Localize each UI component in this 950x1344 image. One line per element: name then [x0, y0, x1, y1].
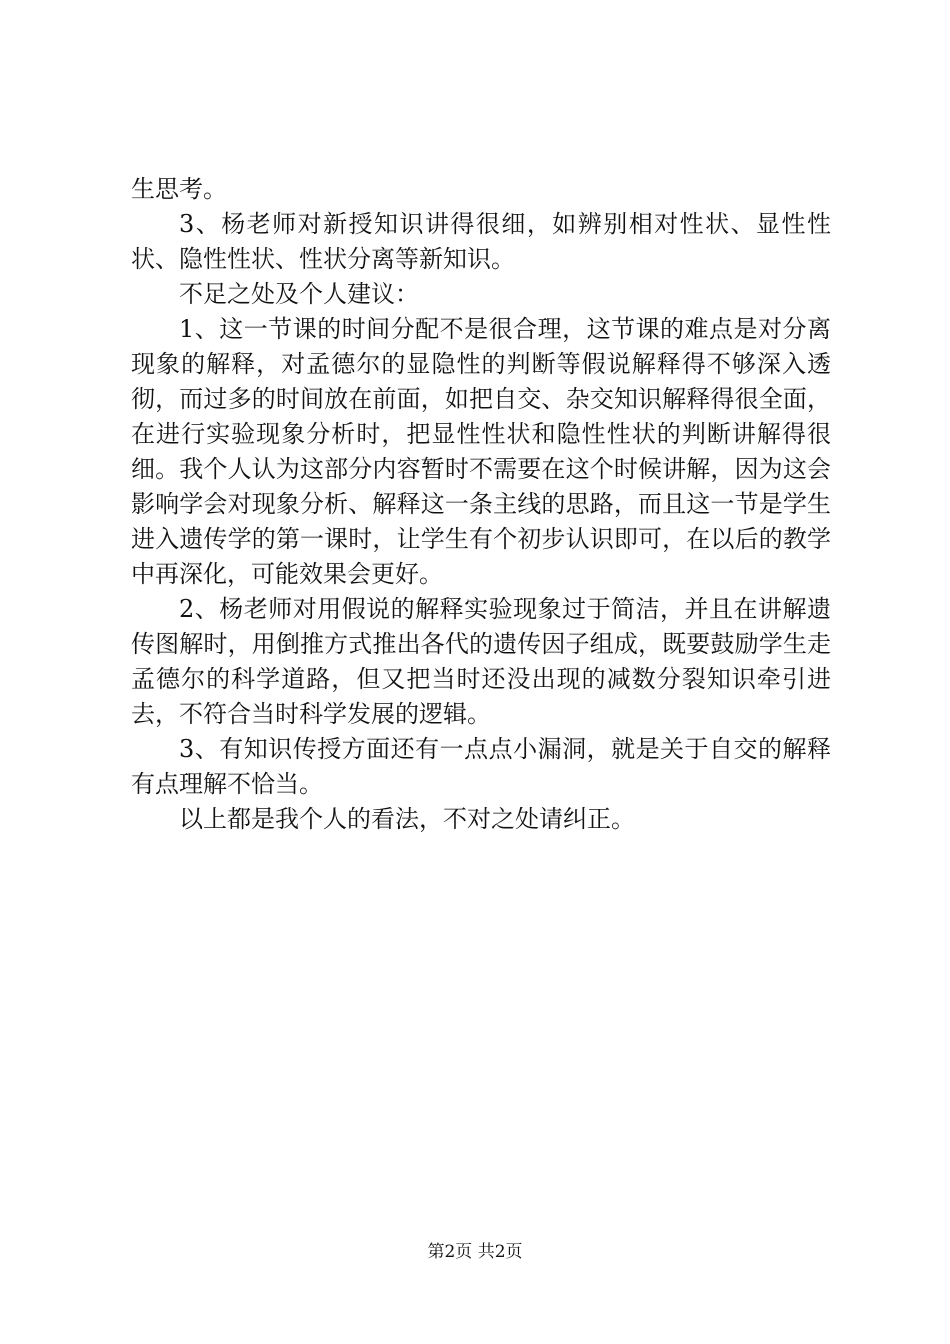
section-heading-suggestions: 不足之处及个人建议： — [179, 280, 419, 308]
paragraph-suggestion-3: 3、有知识传授方面还有一点点小漏洞，就是关于自交的解释有点理解不恰当。 — [131, 735, 831, 798]
page-number-label: 第2页 共2页 — [427, 1242, 523, 1262]
paragraph-point-3: 3、杨老师对新授知识讲得很细，如辨别相对性状、显性性状、隐性性状、性状分离等新知识。 — [131, 210, 831, 273]
paragraph-suggestion-2: 2、杨老师对用假说的解释实验现象过于简洁，并且在讲解遗传图解时，用倒推方式推出各代的遗传因子组成，既要鼓励学生走孟德尔的科学道路，但又把当时还没出现的减数分裂知识牵引进去，不符合当时科学发展的逻辑。 — [131, 595, 831, 728]
paragraph-suggestion-1: 1、这一节课的时间分配不是很合理，这节课的难点是对分离现象的解释，对孟德尔的显隐性的判断等假说解释得不够深入透彻，而过多的时间放在前面，如把自交、杂交知识解释得很全面，在进行实验现象分析时，把显性性状和隐性性状的判断讲解得很细。我个人认为这部分内容暂时不需要在这个时候讲解，因为这会影响学会对现象分析、解释这一条主线的思路，而且这一节是学生进入遗传学的第一课时，让学生有个初步认识即可，在以后的教学中再深化，可能效果会更好。 — [131, 315, 831, 588]
document-body — [131, 172, 831, 837]
paragraph-closing: 以上都是我个人的看法，不对之处请纠正。 — [179, 805, 635, 833]
paragraph-continuation: 生思考。 — [131, 175, 227, 203]
page-footer — [0, 1240, 950, 1264]
